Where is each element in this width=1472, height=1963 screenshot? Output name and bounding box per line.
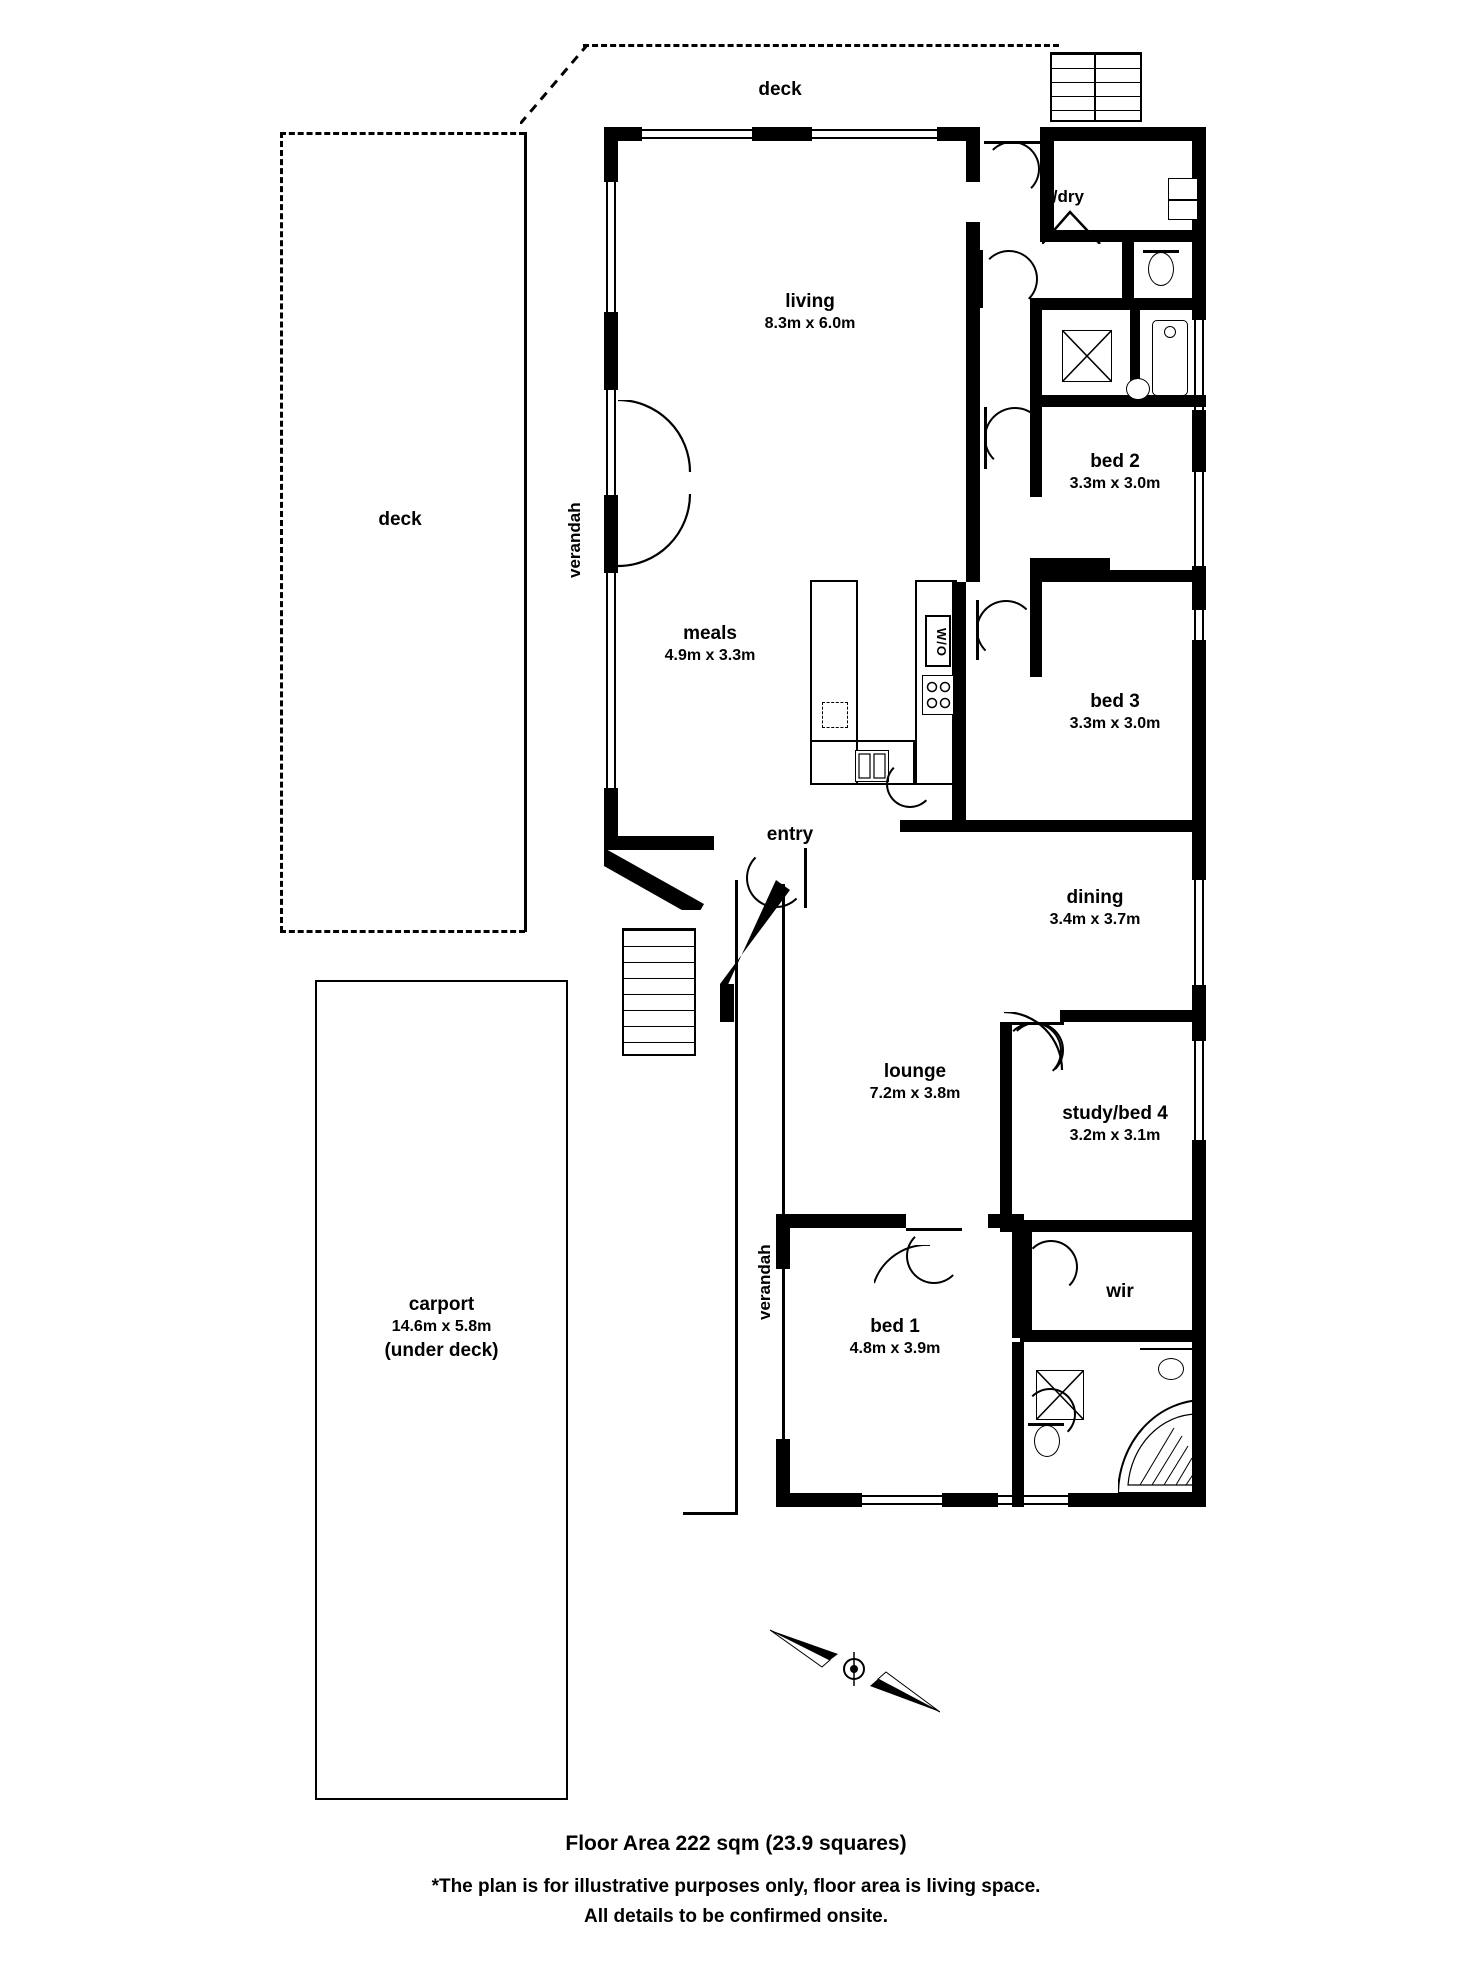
cooktop-burners [922, 675, 954, 715]
bed3-door-arc [976, 600, 1036, 660]
wall-top-living-mid [752, 127, 812, 141]
room-label-entry: entry [766, 824, 814, 845]
toilet-cistern [1143, 250, 1179, 253]
room-label-bed1: bed 1 4.8m x 3.9m [849, 1316, 941, 1357]
wall-meals-bottom [604, 836, 714, 850]
deck-top-dashed-diagonal [520, 44, 610, 124]
lounge-arch-opening [874, 1245, 934, 1285]
disclaimer-line-2: All details to be confirmed onsite. [583, 1906, 889, 1927]
wall-bath-bottom [1030, 395, 1206, 407]
kitchen-sink-bowls [855, 750, 889, 782]
ensuite-spa-bath [1118, 1400, 1206, 1495]
deck-door-leaf [984, 141, 1040, 144]
room-label-deck-left: deck [378, 509, 422, 530]
wall-top-living-right [937, 127, 967, 141]
ensuite-door-arc [1024, 1388, 1076, 1440]
verandah-upper-line [524, 132, 527, 932]
bed1-door-leaf [906, 1228, 962, 1231]
room-label-deck-top: deck [758, 79, 802, 100]
room-label-study-bed4: study/bed 4 3.2m x 3.1m [1062, 1103, 1168, 1144]
deck-left-dashed-top [280, 132, 525, 135]
room-label-bed2: bed 2 3.3m x 3.0m [1069, 451, 1161, 492]
window-bottom-2 [998, 1495, 1068, 1505]
window-top-2 [812, 129, 937, 139]
wall-left-upper-3 [604, 495, 618, 573]
verandah-label-upper: verandah [565, 502, 584, 578]
deck-left-dashed-bottom [280, 930, 525, 933]
bed2-door-leaf [984, 407, 987, 469]
wall-bed1-top [776, 1214, 906, 1228]
wall-living-hall [966, 222, 980, 582]
wall-studybed4-bottom [1000, 1220, 1206, 1232]
wall-entry-angled-lower [720, 880, 830, 1030]
room-label-wir: wir [1106, 1281, 1134, 1302]
deck-door-arc [984, 141, 1040, 197]
bath-tap [1164, 326, 1176, 338]
wall-bath-top [1030, 298, 1206, 310]
room-label-living: living 8.3m x 6.0m [764, 291, 856, 332]
toilet-wc [1148, 252, 1174, 286]
wall-bed1-right [1012, 1228, 1024, 1338]
wall-bed1-left-thin [782, 1269, 785, 1439]
window-bottom-1 [862, 1495, 942, 1505]
room-label-laundry: l/dry [1048, 187, 1084, 206]
room-label-meals: meals 4.9m x 3.3m [664, 623, 756, 664]
ensuite-vanity-top [1140, 1348, 1202, 1350]
floor-area-text: Floor Area 222 sqm (23.9 squares) [565, 1832, 907, 1855]
wall-left-upper-1 [604, 127, 618, 182]
ensuite-basin [1158, 1358, 1184, 1380]
dishwasher [822, 702, 848, 728]
bed2-robe-line [1110, 570, 1196, 572]
wall-wir-bottom [1020, 1330, 1206, 1342]
window-left-2 [606, 390, 616, 495]
room-label-lounge: lounge 7.2m x 3.8m [869, 1061, 961, 1102]
wall-wc-left [1122, 242, 1134, 298]
wall-bed2-robe [1030, 558, 1110, 570]
window-left-3 [606, 573, 616, 788]
wir-door-leaf [1024, 1240, 1027, 1294]
wall-living-hall-topstub [966, 127, 980, 182]
deck-top-dashed-edge [583, 44, 1059, 47]
living-hall-door-leaf [980, 250, 983, 308]
entry-stairs [622, 928, 696, 1056]
deck-stairs-divider [1094, 52, 1096, 122]
wall-right-studybed4 [1192, 1140, 1206, 1270]
room-label-bed3: bed 3 3.3m x 3.0m [1069, 691, 1161, 732]
deck-left-dashed-left [280, 132, 283, 932]
wall-bath-left [1030, 298, 1042, 403]
room-label-carport: carport 14.6m x 5.8m (under deck) [384, 1294, 499, 1361]
disclaimer-line-1: *The plan is for illustrative purposes only, floor area is living space. [431, 1876, 1041, 1897]
wall-living-bottom-right [900, 820, 966, 832]
wall-ensuite-door-stub [1012, 1440, 1024, 1507]
window-right-4 [1194, 608, 1204, 640]
carport-outline [315, 980, 568, 1800]
room-label-dining: dining 3.4m x 3.7m [1049, 887, 1141, 928]
wall-oven: W/O [925, 615, 951, 667]
living-meals-double-door-2 [618, 470, 728, 580]
shower-cross [1062, 330, 1112, 382]
wall-top-right-step [1040, 127, 1054, 167]
vanity-basin [1126, 378, 1150, 400]
window-top-1 [642, 129, 752, 139]
wall-top-laundry [1040, 127, 1206, 141]
kitchen-door-arc [886, 760, 934, 808]
wall-bottom-mid [942, 1493, 998, 1507]
bed3-door-leaf [976, 600, 979, 660]
wall-bottom-mid2 [1068, 1493, 1138, 1507]
north-arrow [770, 1612, 940, 1722]
wall-left-upper-2 [604, 312, 618, 390]
window-left-1 [606, 182, 616, 312]
wall-bed1-top-2 [988, 1214, 1024, 1228]
wall-bottom-left [776, 1493, 862, 1507]
verandah-label-lower: verandah [755, 1244, 774, 1320]
wall-lounge-left-thin [782, 884, 785, 1214]
verandah-lower-bottom [683, 1512, 738, 1515]
deck-stairs-top [1050, 52, 1142, 122]
laundry-trough-line [1168, 199, 1198, 201]
